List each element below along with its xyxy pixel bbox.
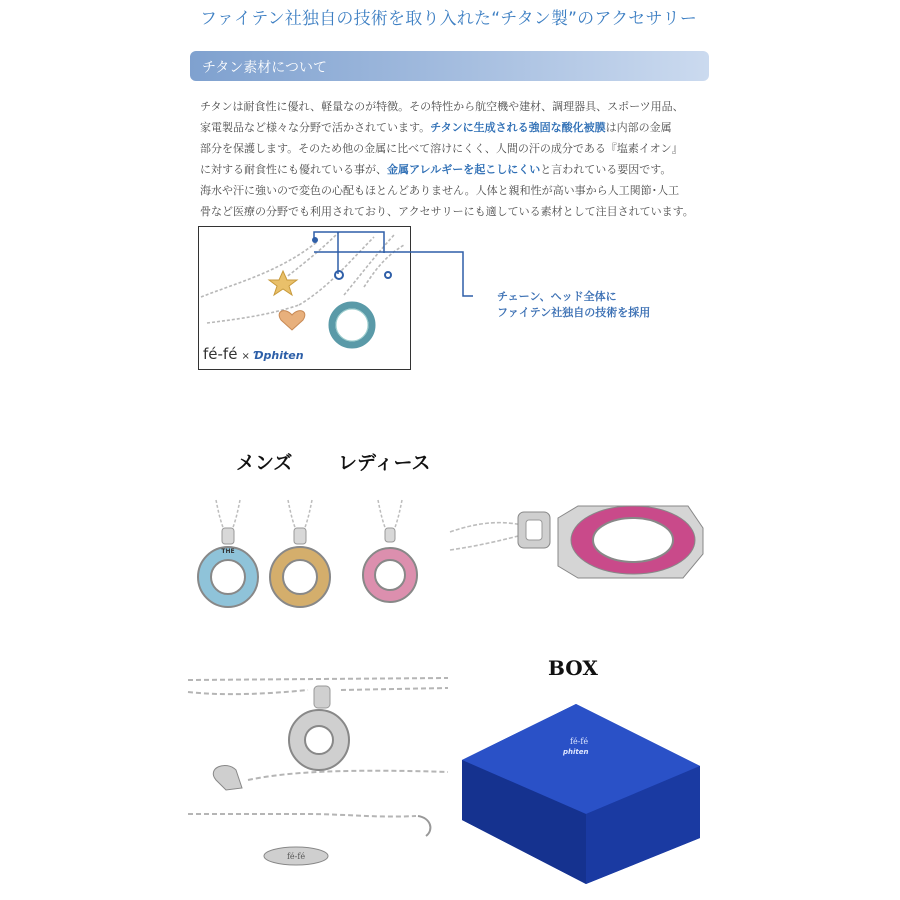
collab-x: × — [241, 351, 250, 362]
chain-detail-photo — [186, 668, 452, 878]
lobster-clasp — [213, 765, 242, 790]
text-run: に対する耐食性にも優れている事が、 — [200, 163, 387, 176]
text-run: と言われている要因です。 — [540, 163, 672, 176]
text-run: は内部の金属 — [605, 121, 672, 134]
ladies-label: レディース — [338, 452, 431, 474]
diagram-caption — [497, 289, 650, 321]
description-line — [200, 96, 712, 117]
mens-label: メンズ — [236, 452, 293, 474]
heart-pendant — [279, 311, 305, 330]
caption-line-2: ファイテン社独自の技術を採用 — [497, 306, 651, 319]
highlight-allergy: 金属アレルギーを起こしにくい — [387, 163, 541, 176]
engraving-text: THE — [221, 548, 235, 555]
pendant-lineup — [188, 495, 428, 625]
phiten-mark-icon: Ɗ — [253, 349, 264, 362]
description-line — [200, 201, 712, 222]
section-title: チタン素材について — [202, 60, 328, 76]
pendant-side-view — [448, 498, 710, 598]
description-line — [200, 180, 712, 201]
tag-text: fé-fé — [286, 852, 306, 861]
page-title: ファイテン社独自の技術を取り入れた“チタン製”のアクセサリー — [200, 9, 698, 29]
pendant-mens-blue — [198, 528, 258, 607]
text-run: 骨など医療の分野でも利用されており、アクセサリーにも適している素材として注目されています。 — [200, 205, 694, 218]
phiten-logo — [254, 349, 304, 362]
box-label: BOX — [548, 656, 598, 680]
callout-lines — [308, 226, 478, 301]
description-line — [200, 159, 712, 180]
section-header — [190, 51, 709, 81]
text-run: 家電製品など様々な分野で活かされています。 — [200, 121, 431, 134]
pendant-mens-gold — [270, 528, 330, 607]
gift-box-photo — [458, 702, 704, 886]
box-fefe-logo: fé-fé — [570, 737, 589, 746]
description-line — [200, 138, 712, 159]
pendant-ladies-pink — [363, 528, 417, 602]
phiten-text: phiten — [263, 349, 304, 362]
description-line — [200, 117, 712, 138]
fefe-logo: fé-fé — [203, 345, 238, 363]
description-text — [200, 96, 712, 222]
collab-logo — [203, 345, 304, 363]
ring-pendant — [332, 305, 372, 345]
titanium-diagram — [198, 226, 706, 370]
text-run: チタンは耐食性に優れ、軽量なのが特徴。その特性から航空機や建材、調理器具、スポーツ用品、 — [200, 100, 684, 113]
box-phiten-logo: phiten — [563, 748, 589, 756]
highlight-oxide-film: チタンに生成される強固な酸化被膜 — [430, 121, 606, 134]
text-run: 海水や汗に強いので変色の心配もほとんどありません。人体と親和性が高い事から人工関節･人工 — [200, 184, 680, 197]
star-pendant — [269, 271, 297, 295]
caption-line-1: チェーン、ヘッド全体に — [497, 290, 617, 303]
text-run: 部分を保護します。そのため他の金属に比べて溶けにくく、人間の汗の成分である『塩素イオン』 — [200, 142, 683, 155]
